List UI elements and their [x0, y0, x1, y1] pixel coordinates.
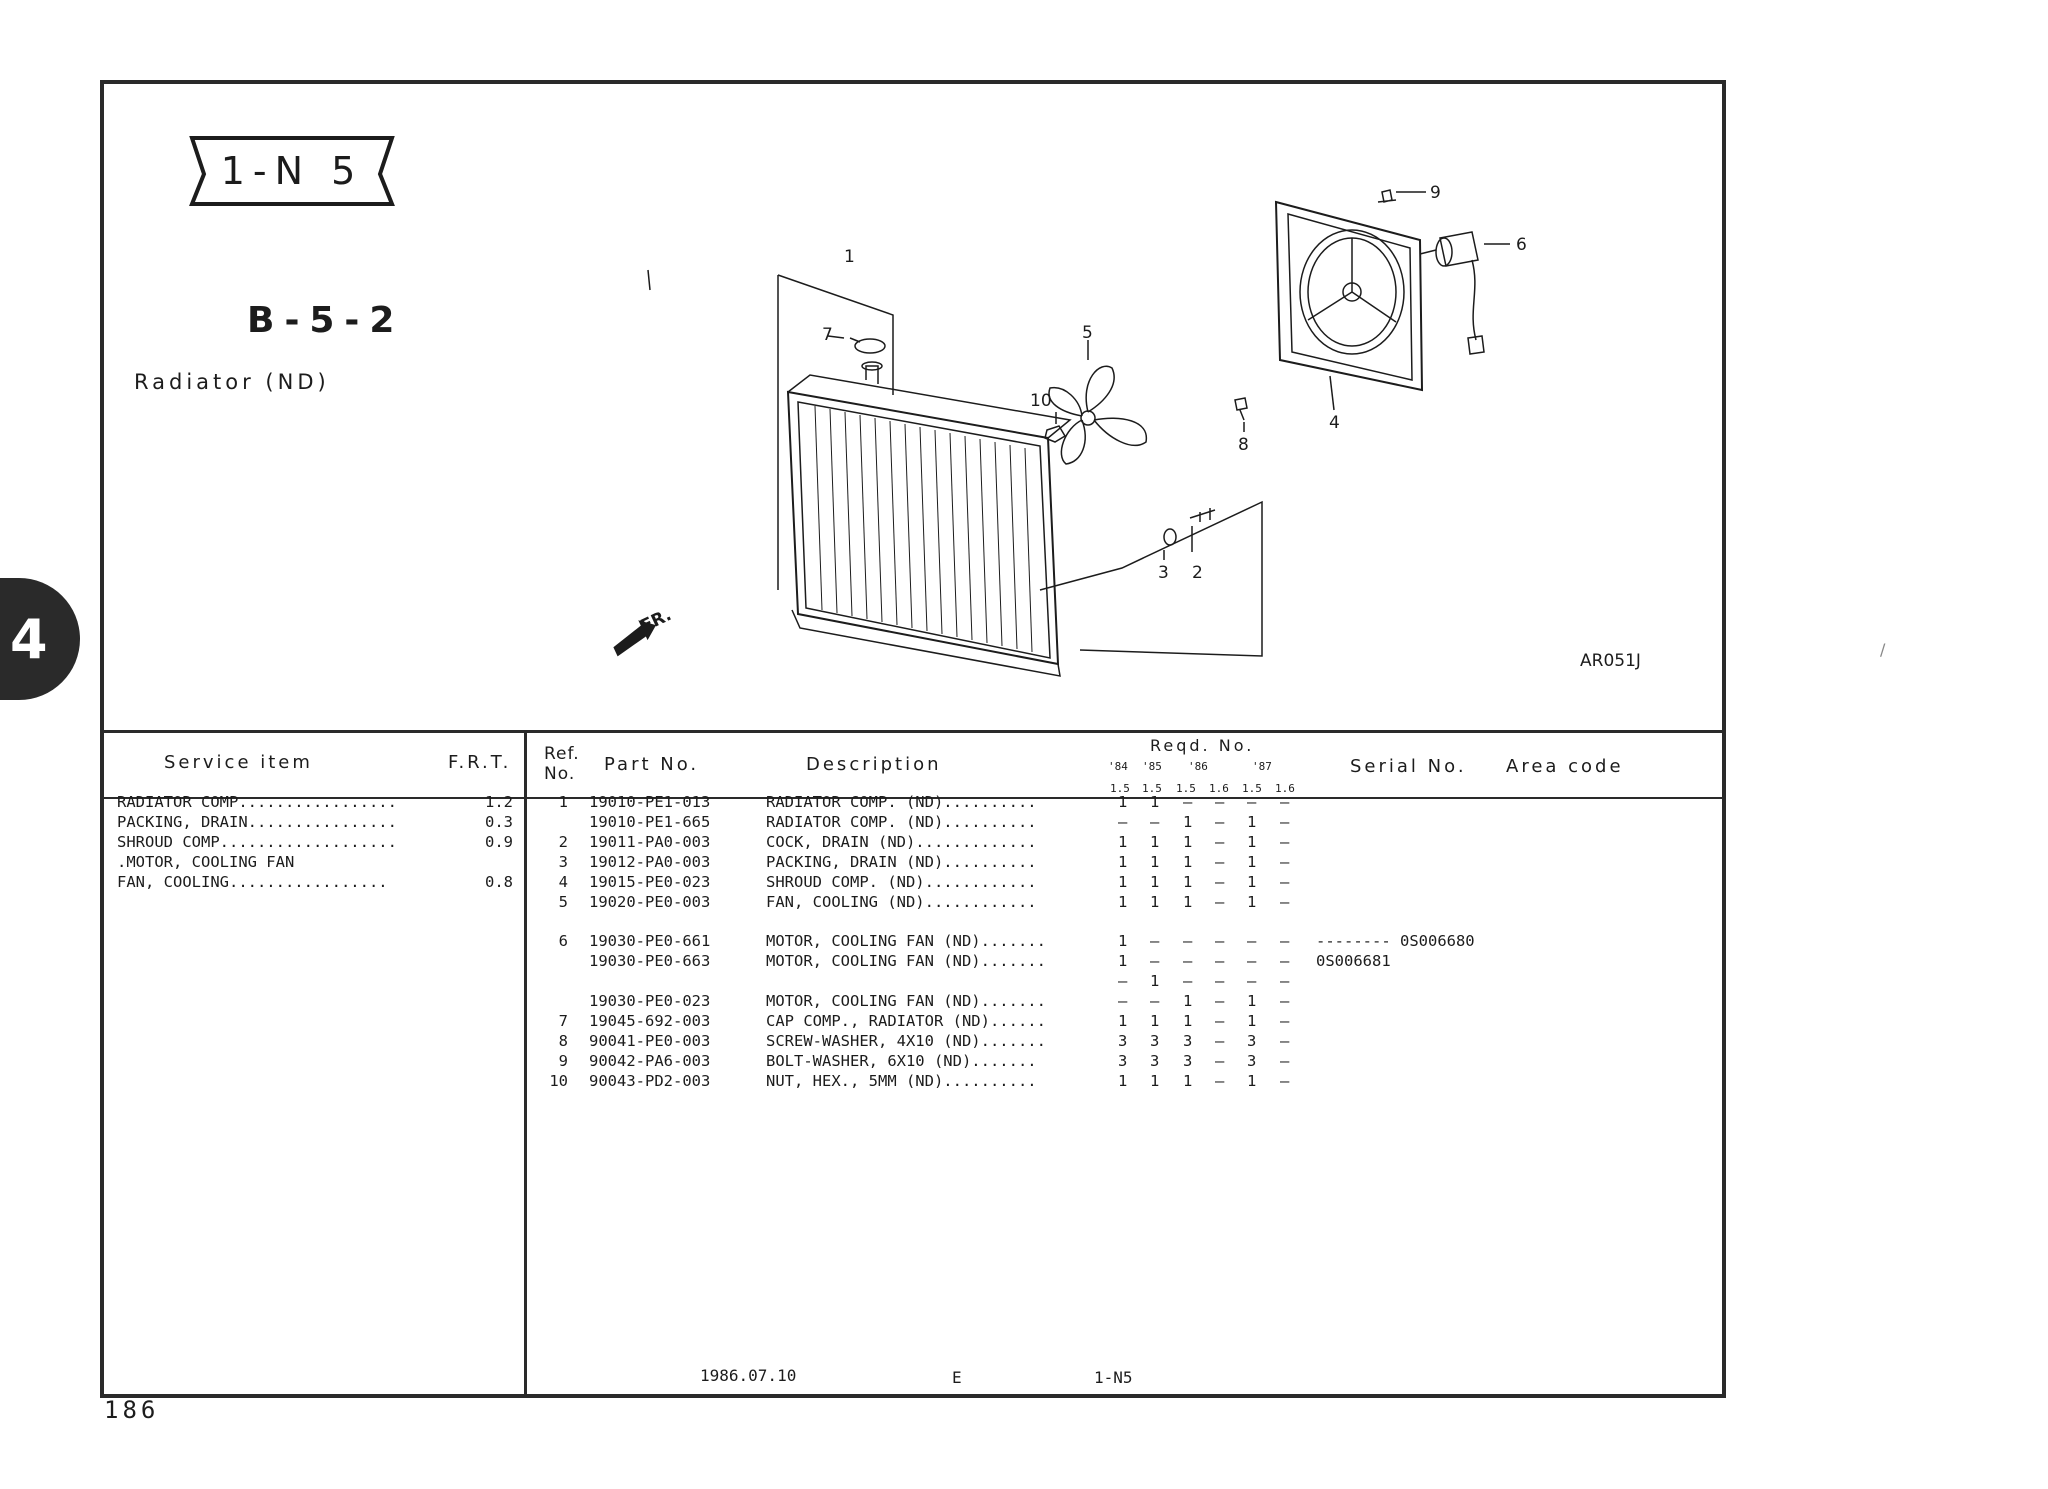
- fan-motor: [1420, 232, 1484, 354]
- group-badge: [188, 134, 396, 208]
- required-qty: –: [1280, 1032, 1290, 1050]
- diagram-ref-code: AR051J: [1580, 651, 1641, 671]
- part-number: 19045-692-003: [589, 1012, 711, 1030]
- service-item-name: RADIATOR COMP.................: [117, 793, 397, 811]
- ref-number: 8: [558, 1032, 568, 1050]
- required-qty: –: [1247, 932, 1257, 950]
- required-qty: –: [1215, 893, 1225, 911]
- ref-number: 7: [558, 1012, 568, 1030]
- parts-row: [0, 813, 2048, 833]
- parts-row: [0, 793, 2048, 813]
- required-qty: –: [1215, 932, 1225, 950]
- required-qty: 1: [1118, 1072, 1128, 1090]
- ref-number: 5: [558, 893, 568, 911]
- part-number: 19010-PE1-665: [589, 813, 711, 831]
- callout-3: 3: [1158, 563, 1169, 583]
- required-qty: –: [1215, 952, 1225, 970]
- parts-row: [0, 1032, 2048, 1052]
- fan-shroud: [1276, 202, 1422, 390]
- callout-10: 10: [1030, 391, 1052, 411]
- required-qty: –: [1118, 972, 1128, 990]
- required-qty: 3: [1247, 1052, 1257, 1070]
- required-qty: 1: [1247, 813, 1257, 831]
- required-qty: –: [1150, 813, 1160, 831]
- required-qty: –: [1150, 952, 1160, 970]
- chapter-tab: [0, 578, 80, 700]
- parts-row: [0, 893, 2048, 913]
- parts-row: [0, 873, 2048, 893]
- service-item-header: Service item: [164, 752, 313, 773]
- year-85: '85: [1142, 760, 1162, 773]
- required-qty: –: [1118, 813, 1128, 831]
- part-description: MOTOR, COOLING FAN (ND).......: [766, 952, 1046, 970]
- year-86: '86: [1188, 760, 1208, 773]
- part-number: 19012-PA0-003: [589, 853, 711, 871]
- required-qty: 1: [1183, 1012, 1193, 1030]
- exploded-parts-diagram: [560, 180, 1700, 700]
- ref-number: 3: [558, 853, 568, 871]
- service-item-name: FAN, COOLING.................: [117, 873, 388, 891]
- parts-row: [0, 952, 2048, 972]
- required-qty: –: [1247, 793, 1257, 811]
- service-item-name: PACKING, DRAIN................: [117, 813, 397, 831]
- required-qty: 1: [1150, 793, 1160, 811]
- required-qty: 1: [1118, 793, 1128, 811]
- required-qty: 1: [1247, 1072, 1257, 1090]
- description-header: Description: [806, 754, 942, 775]
- part-number: 19020-PE0-003: [589, 893, 711, 911]
- part-description: CAP COMP., RADIATOR (ND)......: [766, 1012, 1046, 1030]
- variant-3: 1.5: [1176, 782, 1196, 795]
- ref-number: 10: [549, 1072, 568, 1090]
- part-description: PACKING, DRAIN (ND)..........: [766, 853, 1037, 871]
- part-number: 19011-PA0-003: [589, 833, 711, 851]
- parts-row: [0, 1052, 2048, 1072]
- required-qty: –: [1280, 873, 1290, 891]
- required-qty: 1: [1183, 853, 1193, 871]
- part-description: BOLT-WASHER, 6X10 (ND).......: [766, 1052, 1037, 1070]
- required-qty: 3: [1118, 1052, 1128, 1070]
- part-number: 19015-PE0-023: [589, 873, 711, 891]
- callout-1: 1: [844, 247, 855, 267]
- required-qty: 1: [1247, 1012, 1257, 1030]
- serial-number: 0S006681: [1316, 952, 1391, 970]
- variant-2: 1.5: [1142, 782, 1162, 795]
- ref-number: 9: [558, 1052, 568, 1070]
- parts-row: [0, 1072, 2048, 1092]
- required-qty: 1: [1150, 833, 1160, 851]
- required-qty: –: [1215, 1012, 1225, 1030]
- year-87: '87: [1252, 760, 1272, 773]
- required-qty: –: [1280, 833, 1290, 851]
- required-qty: 1: [1150, 1012, 1160, 1030]
- year-84: '84: [1108, 760, 1128, 773]
- required-qty: –: [1280, 932, 1290, 950]
- ref-number: 6: [558, 932, 568, 950]
- cooling-fan: [1049, 366, 1146, 464]
- page-number: 186: [104, 1396, 160, 1424]
- ref-number: 1: [558, 793, 568, 811]
- required-qty: 1: [1183, 833, 1193, 851]
- variant-4: 1.6: [1209, 782, 1229, 795]
- serial-no-header: Serial No.: [1350, 756, 1467, 777]
- callout-6: 6: [1516, 235, 1527, 255]
- variant-1: 1.5: [1110, 782, 1130, 795]
- parts-row: [0, 1012, 2048, 1032]
- required-qty: 1: [1183, 992, 1193, 1010]
- part-description: COCK, DRAIN (ND).............: [766, 833, 1037, 851]
- front-arrow-label: FR.: [637, 605, 675, 637]
- table-top-rule: [104, 730, 1722, 733]
- required-qty: –: [1215, 833, 1225, 851]
- drain-cock: [1190, 508, 1215, 522]
- serial-number: -------- 0S006680: [1316, 932, 1475, 950]
- section-code: B-5-2: [247, 300, 405, 341]
- required-qty: –: [1150, 992, 1160, 1010]
- required-qty: 1: [1150, 1072, 1160, 1090]
- drain-packing: [1164, 529, 1176, 545]
- part-number: 19030-PE0-661: [589, 932, 711, 950]
- required-qty: 1: [1150, 893, 1160, 911]
- required-qty: –: [1215, 972, 1225, 990]
- bolt-washer: [1378, 190, 1396, 202]
- required-qty: 1: [1247, 833, 1257, 851]
- part-number: 19030-PE0-663: [589, 952, 711, 970]
- ref-no-header: Ref. No.: [544, 744, 580, 784]
- required-qty: 1: [1118, 1012, 1128, 1030]
- service-item-frt: 0.8: [485, 873, 513, 891]
- required-qty: 1: [1183, 1072, 1193, 1090]
- footer-date: 1986.07.10: [700, 1366, 797, 1385]
- required-qty: –: [1280, 813, 1290, 831]
- variant-6: 1.6: [1275, 782, 1295, 795]
- hex-nut: [1045, 426, 1065, 442]
- footer-code: 1-N5: [1094, 1368, 1133, 1387]
- part-description: NUT, HEX., 5MM (ND)..........: [766, 1072, 1037, 1090]
- required-qty: –: [1280, 952, 1290, 970]
- required-qty: –: [1183, 793, 1193, 811]
- part-number: 90041-PE0-003: [589, 1032, 711, 1050]
- required-qty: 1: [1183, 873, 1193, 891]
- required-qty: 1: [1150, 972, 1160, 990]
- service-item-frt: 0.9: [485, 833, 513, 851]
- required-qty: 1: [1247, 873, 1257, 891]
- required-qty: –: [1183, 952, 1193, 970]
- required-qty: –: [1280, 853, 1290, 871]
- required-qty: –: [1280, 793, 1290, 811]
- section-title: Radiator (ND): [134, 370, 330, 394]
- required-qty: –: [1150, 932, 1160, 950]
- required-qty: –: [1215, 1072, 1225, 1090]
- radiator-diagram-svg: [560, 180, 1700, 700]
- required-qty: 3: [1183, 1052, 1193, 1070]
- required-qty: 1: [1183, 813, 1193, 831]
- required-qty: 3: [1183, 1032, 1193, 1050]
- required-qty: 1: [1150, 873, 1160, 891]
- required-qty: 1: [1183, 893, 1193, 911]
- variant-5: 1.5: [1242, 782, 1262, 795]
- required-qty: –: [1215, 992, 1225, 1010]
- part-description: MOTOR, COOLING FAN (ND).......: [766, 992, 1046, 1010]
- part-description: SHROUD COMP. (ND)............: [766, 873, 1037, 891]
- service-item-name: SHROUD COMP...................: [117, 833, 397, 851]
- required-qty: 1: [1247, 853, 1257, 871]
- required-qty: 3: [1150, 1052, 1160, 1070]
- part-number: 90043-PD2-003: [589, 1072, 711, 1090]
- scan-mark: /: [1880, 640, 1886, 659]
- required-qty: –: [1280, 1012, 1290, 1030]
- required-qty: –: [1280, 992, 1290, 1010]
- part-description: SCREW-WASHER, 4X10 (ND).......: [766, 1032, 1046, 1050]
- callout-5: 5: [1082, 323, 1093, 343]
- group-badge-text: 1-N 5: [220, 149, 364, 193]
- required-qty: –: [1215, 873, 1225, 891]
- required-qty: –: [1215, 1032, 1225, 1050]
- required-qty: 1: [1118, 853, 1128, 871]
- required-qty: –: [1215, 813, 1225, 831]
- required-qty: 1: [1118, 952, 1128, 970]
- part-description: RADIATOR COMP. (ND)..........: [766, 793, 1037, 811]
- parts-row: [0, 972, 2048, 992]
- parts-row: [0, 833, 2048, 853]
- required-qty: –: [1280, 1052, 1290, 1070]
- callout-8: 8: [1238, 435, 1249, 455]
- required-qty: –: [1215, 793, 1225, 811]
- reqd-no-header: Reqd. No.: [1150, 736, 1255, 755]
- required-qty: 3: [1247, 1032, 1257, 1050]
- part-number: 19010-PE1-013: [589, 793, 711, 811]
- required-qty: –: [1280, 1072, 1290, 1090]
- frt-header: F.R.T.: [448, 752, 512, 773]
- area-code-header: Area code: [1506, 756, 1624, 777]
- parts-row: [0, 932, 2048, 952]
- part-description: MOTOR, COOLING FAN (ND).......: [766, 932, 1046, 950]
- service-item-frt: 1.2: [485, 793, 513, 811]
- ref-number: 4: [558, 873, 568, 891]
- part-no-header: Part No.: [604, 754, 700, 775]
- callout-2: 2: [1192, 563, 1203, 583]
- required-qty: 1: [1118, 893, 1128, 911]
- footer-edition: E: [952, 1368, 962, 1387]
- chapter-tab-number: 4: [10, 608, 48, 671]
- callout-7: 7: [822, 325, 833, 345]
- required-qty: 1: [1118, 932, 1128, 950]
- required-qty: –: [1183, 932, 1193, 950]
- required-qty: 1: [1247, 992, 1257, 1010]
- ref-number: 2: [558, 833, 568, 851]
- parts-row: [0, 853, 2048, 873]
- required-qty: –: [1247, 972, 1257, 990]
- part-number: 19030-PE0-023: [589, 992, 711, 1010]
- required-qty: –: [1280, 972, 1290, 990]
- required-qty: –: [1215, 853, 1225, 871]
- service-item-frt: 0.3: [485, 813, 513, 831]
- required-qty: 1: [1118, 873, 1128, 891]
- required-qty: 1: [1150, 853, 1160, 871]
- callout-4: 4: [1329, 413, 1340, 433]
- required-qty: –: [1280, 893, 1290, 911]
- required-qty: –: [1118, 992, 1128, 1010]
- required-qty: –: [1215, 1052, 1225, 1070]
- required-qty: –: [1247, 952, 1257, 970]
- required-qty: 1: [1118, 833, 1128, 851]
- part-description: RADIATOR COMP. (ND)..........: [766, 813, 1037, 831]
- required-qty: –: [1183, 972, 1193, 990]
- service-item-name: .MOTOR, COOLING FAN: [117, 853, 295, 871]
- required-qty: 3: [1118, 1032, 1128, 1050]
- screw-washer: [1235, 398, 1247, 420]
- part-number: 90042-PA6-003: [589, 1052, 711, 1070]
- parts-row: [0, 992, 2048, 1012]
- part-description: FAN, COOLING (ND)............: [766, 893, 1037, 911]
- required-qty: 1: [1247, 893, 1257, 911]
- callout-9: 9: [1430, 183, 1441, 203]
- required-qty: 3: [1150, 1032, 1160, 1050]
